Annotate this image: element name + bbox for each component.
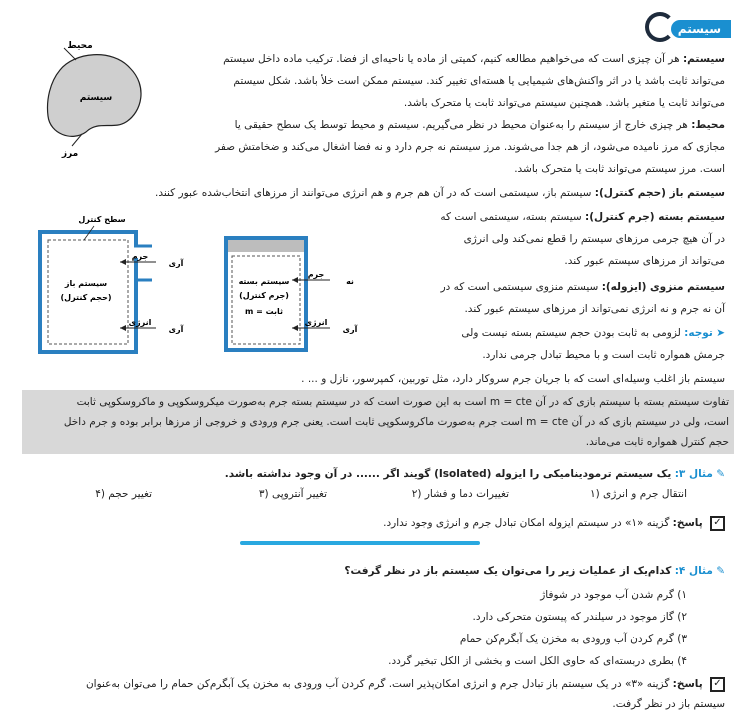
system-definition	[165, 48, 725, 114]
closed-system-definition	[395, 206, 725, 272]
check-icon: ✓	[710, 677, 725, 692]
open-energy-label: انرژی	[128, 318, 152, 327]
example3-tag: مثال ۳:	[674, 468, 713, 480]
note-term: توجه:	[684, 327, 713, 339]
open-system-label: سیستم باز	[64, 279, 108, 288]
environment-term: محیط:	[691, 119, 725, 131]
page-title: سیستم	[677, 22, 721, 36]
closed-system-label: سیستم بسته	[238, 277, 290, 286]
closed-line-2: در آن هیچ جرمی مرزهای سیستم را قطع نمی‌کند ولی انرژی	[463, 233, 725, 245]
example4-answer	[10, 674, 725, 714]
example3-option-3: ۳) تغییر آنتروپی	[258, 488, 327, 500]
piston	[228, 240, 304, 252]
example4-answer-tag: پاسخ:	[672, 678, 703, 690]
open-mass-label: جرم	[131, 252, 149, 261]
environment-line-3: است. مرز سیستم می‌تواند ثابت یا متحرک باشد.	[514, 163, 725, 175]
open-mass-yes: آری	[168, 259, 184, 268]
isolated-system-definition	[395, 276, 725, 320]
example4-question	[25, 560, 725, 582]
isolated-line-2: آن نه جرم و نه انرژی نمی‌تواند از مرزهای سیستم عبور کند.	[464, 303, 725, 315]
closed-energy-label: انرژی	[304, 318, 328, 327]
check-icon: ✓	[710, 516, 725, 531]
example3-option-4: ۴) تغییر حجم	[95, 488, 152, 500]
closed-line-3: می‌تواند از مرزهای سیستم عبور کند.	[564, 255, 725, 267]
example3-answer-text: گزینه «۱» در سیستم ایزوله امکان تبادل جرم و انرژی وجود ندارد.	[383, 517, 670, 529]
closed-mass-label: جرم	[307, 270, 325, 279]
note-line-1: لزومی به ثابت بودن حجم سیستم بسته نیست ولی	[461, 327, 681, 339]
environment-definition	[165, 114, 725, 180]
closed-line-1: سیستم بسته، سیستمی است که	[440, 211, 582, 223]
highlight-text	[24, 392, 729, 452]
open-system-diagram	[24, 210, 194, 360]
environment-line-1: هر چیزی خارج از سیستم را به‌عنوان محیط در نظر می‌گیریم. سیستم و محیط توسط یک سطح حقیقی یا	[234, 119, 688, 131]
example4-options	[27, 584, 687, 672]
example3-option-1: ۱) انتقال جرم و انرژی	[589, 488, 687, 500]
control-mass-label: (جرم کنترل)	[239, 291, 289, 300]
example3-question	[25, 463, 725, 485]
example4-tag: مثال ۴:	[674, 565, 713, 577]
highlight-line-3: حجم کنترل همواره ثابت می‌ماند.	[585, 436, 729, 448]
open-system-definition	[10, 182, 725, 204]
open-system-term: سیستم باز (حجم کنترل):	[594, 187, 725, 199]
control-surface	[48, 240, 128, 344]
isolated-system-term: سیستم منزوی (ایزوله):	[601, 281, 725, 293]
mass-arrowhead	[120, 259, 126, 265]
blob-boundary-label: مرز	[61, 149, 79, 158]
isolated-line-1: سیستم منزوی سیستمی است که در	[440, 281, 599, 293]
system-term: سیستم:	[682, 53, 725, 65]
example4-option-3: ۳) گرم کردن آب ورودی به مخزن یک آبگرم‌کن حمام	[459, 633, 687, 645]
open-system-examples: سیستم باز اغلب وسیله‌ای است که با جریان جرم سروکار دارد، مثل توربین، کمپرسور، نازل و ... .	[301, 373, 725, 385]
pencil-icon: ✎	[716, 565, 725, 577]
highlight-line-2: است، ولی در سیستم بازی که در آن m = cte است جرم به‌صورت ماکروسکوپی ثابت است. یعنی جرم ورودی و خروجی از مرزها برابر بوده و جرم داخل	[63, 416, 729, 428]
energy-arrowhead	[120, 325, 126, 331]
example3-text: یک سیستم ترمودینامیکی را ایزوله (Isolated) گویند اگر ...... در آن وجود نداشته باشد.	[224, 468, 672, 480]
system-blob-figure	[30, 38, 158, 158]
system-line-2: می‌تواند ثابت باشد یا در اثر واکنش‌های شیمیایی یا هسته‌ای تغییر کند. سیستم ممکن است خلأ باشد. شکل سیستم	[233, 75, 725, 87]
highlight-line-1: تفاوت سیستم بسته با سیستم بازی که در آن m = cte است به این صورت است که در سیستم بسته جرم به‌صورت میکروسکوپی و ماکروسکوپی ثابت	[76, 396, 729, 408]
closed-system-term: سیستم بسته (جرم کنترل):	[585, 211, 725, 223]
example3-option-2: ۲) تغییرات دما و فشار	[411, 488, 509, 500]
example4-answer-line-2: سیستم باز در نظر گرفت.	[612, 698, 725, 710]
system-line-3: می‌تواند ثابت یا متغیر باشد. همچنین سیستم می‌تواند ثابت یا متحرک باشد.	[403, 97, 725, 109]
closed-boundary	[232, 256, 300, 344]
control-surface-label: سطح کنترل	[78, 215, 126, 224]
open-container	[40, 232, 136, 352]
open-system-text: سیستم باز، سیستمی است که در آن هم جرم و هم انرژی می‌توانند از مرزهای انتخاب‌شده عبور کنند.	[154, 187, 592, 199]
blob-environment-label: محیط	[67, 41, 93, 51]
example4-option-2: ۲) گاز موجود در سیلندر که پیستون متحرکی دارد.	[472, 611, 687, 623]
section-header	[649, 8, 731, 40]
closed-system-diagram	[210, 228, 380, 362]
closed-energy-arrowhead	[292, 325, 298, 331]
system-line-1: هر آن چیزی است که می‌خواهیم مطالعه کنیم، کمیتی از ماده یا ناحیه‌ای از فضا. ترکیب ماده داخل سیستم	[223, 53, 680, 65]
environment-line-2: مجازی که مرز نامیده می‌شود، از هم جدا می‌شوند. مرز سیستم نه جرم دارد و نه فضا اشغال می‌کند و ضخامتش صفر	[215, 141, 725, 153]
closed-energy-yes: آری	[342, 325, 358, 334]
note-block	[395, 322, 725, 366]
note-icon: ➤	[716, 327, 725, 339]
example3-answer-tag: پاسخ:	[672, 517, 703, 529]
example4-answer-line-1: گزینه «۳» در یک سیستم باز تبادل جرم و انرژی امکان‌پذیر است. گرم کردن آب ورودی به مخزن یک آبگرم‌کن حمام را می‌توان به‌عنوان	[85, 678, 670, 690]
example4-option-1: ۱) گرم شدن آب موجود در شوفاژ	[540, 589, 687, 601]
blob-system-label: سیستم	[79, 93, 113, 103]
control-volume-label: (حجم کنترل)	[60, 293, 112, 302]
section-divider	[240, 541, 480, 545]
closed-mass-arrowhead	[292, 277, 298, 283]
pencil-icon: ✎	[716, 468, 725, 480]
example4-option-4: ۴) بطری دربسته‌ای که حاوی الکل است و بخشی از الکل تبخیر گردد.	[388, 655, 687, 667]
example4-text: کدام‌یک از عملیات زیر را می‌توان یک سیستم باز در نظر گرفت؟	[344, 565, 672, 577]
example3-answer	[25, 512, 725, 534]
closed-mass-no: نه	[346, 277, 354, 286]
open-energy-yes: آری	[168, 325, 184, 334]
note-line-2: جرمش همواره ثابت است و با محیط تبادل جرمی ندارد.	[482, 349, 725, 361]
constant-mass-label: m = ثابت	[244, 307, 284, 316]
